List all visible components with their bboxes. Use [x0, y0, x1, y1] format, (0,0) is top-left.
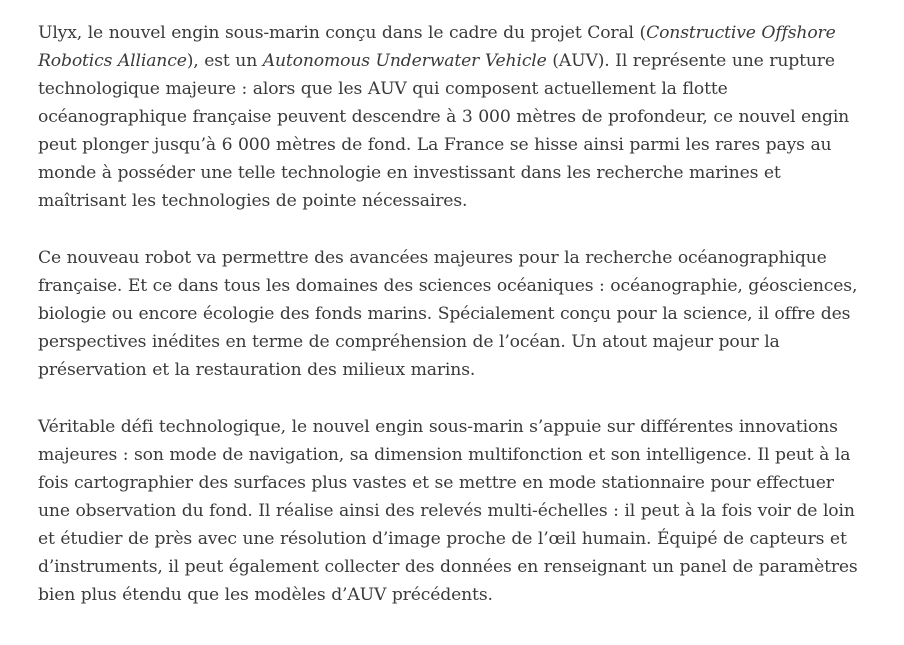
project-name-italic: Constructive Offshore Robotics Alliance: [38, 23, 836, 71]
text-segment: Ce nouveau robot va permettre des avancées majeures pour la recherche océanographique française. Et ce dans tous les domaines des sciences océaniques : océanographie, géosciences, biologie ou encore écologie des fonds marins. Spécialement conçu pour la science, il offre des perspectives inédites en terme de compréhension de l’océan. Un atout majeur pour la préservation et la restauration des milieux marins.: [38, 248, 858, 380]
paragraph-research-advances: [38, 244, 868, 384]
vehicle-type-italic: Autonomous Underwater Vehicle: [262, 51, 547, 71]
paragraph-intro: [38, 19, 868, 215]
article-body: [38, 19, 868, 638]
paragraph-technological-challenge: [38, 413, 868, 609]
text-segment: Véritable défi technologique, le nouvel engin sous-marin s’appuie sur différentes innovations majeures : son mode de navigation, sa dimension multifonction et son intelligence. Il peut à la fois cartographier des surfaces plus vastes et se mettre en mode stationnaire pour effectuer une observation du fond. Il réalise ainsi des relevés multi-échelles : il peut à la fois voir de loin et étudier de près avec une résolution d’image proche de l’œil humain. Équipé de capteurs et d’instruments, il peut également collecter des données en renseignant un panel de paramètres bien plus étendu que les modèles d’AUV précédents.: [38, 417, 858, 605]
text-segment: Ulyx, le nouvel engin sous-marin conçu dans le cadre du projet Coral (: [38, 23, 647, 43]
text-segment: (AUV). Il représente une rupture technologique majeure : alors que les AUV qui composent actuellement la flotte océanographique française peuvent descendre à 3 000 mètres de profondeur, ce nouvel engin peut plonger jusqu’à 6 000 mètres de fond. La France se hisse ainsi parmi les rares pays au monde à posséder une telle technologie en investissant dans les recherche marines et maîtrisant les technologies de pointe nécessaires.: [38, 51, 850, 211]
text-segment: ), est un: [186, 51, 263, 71]
